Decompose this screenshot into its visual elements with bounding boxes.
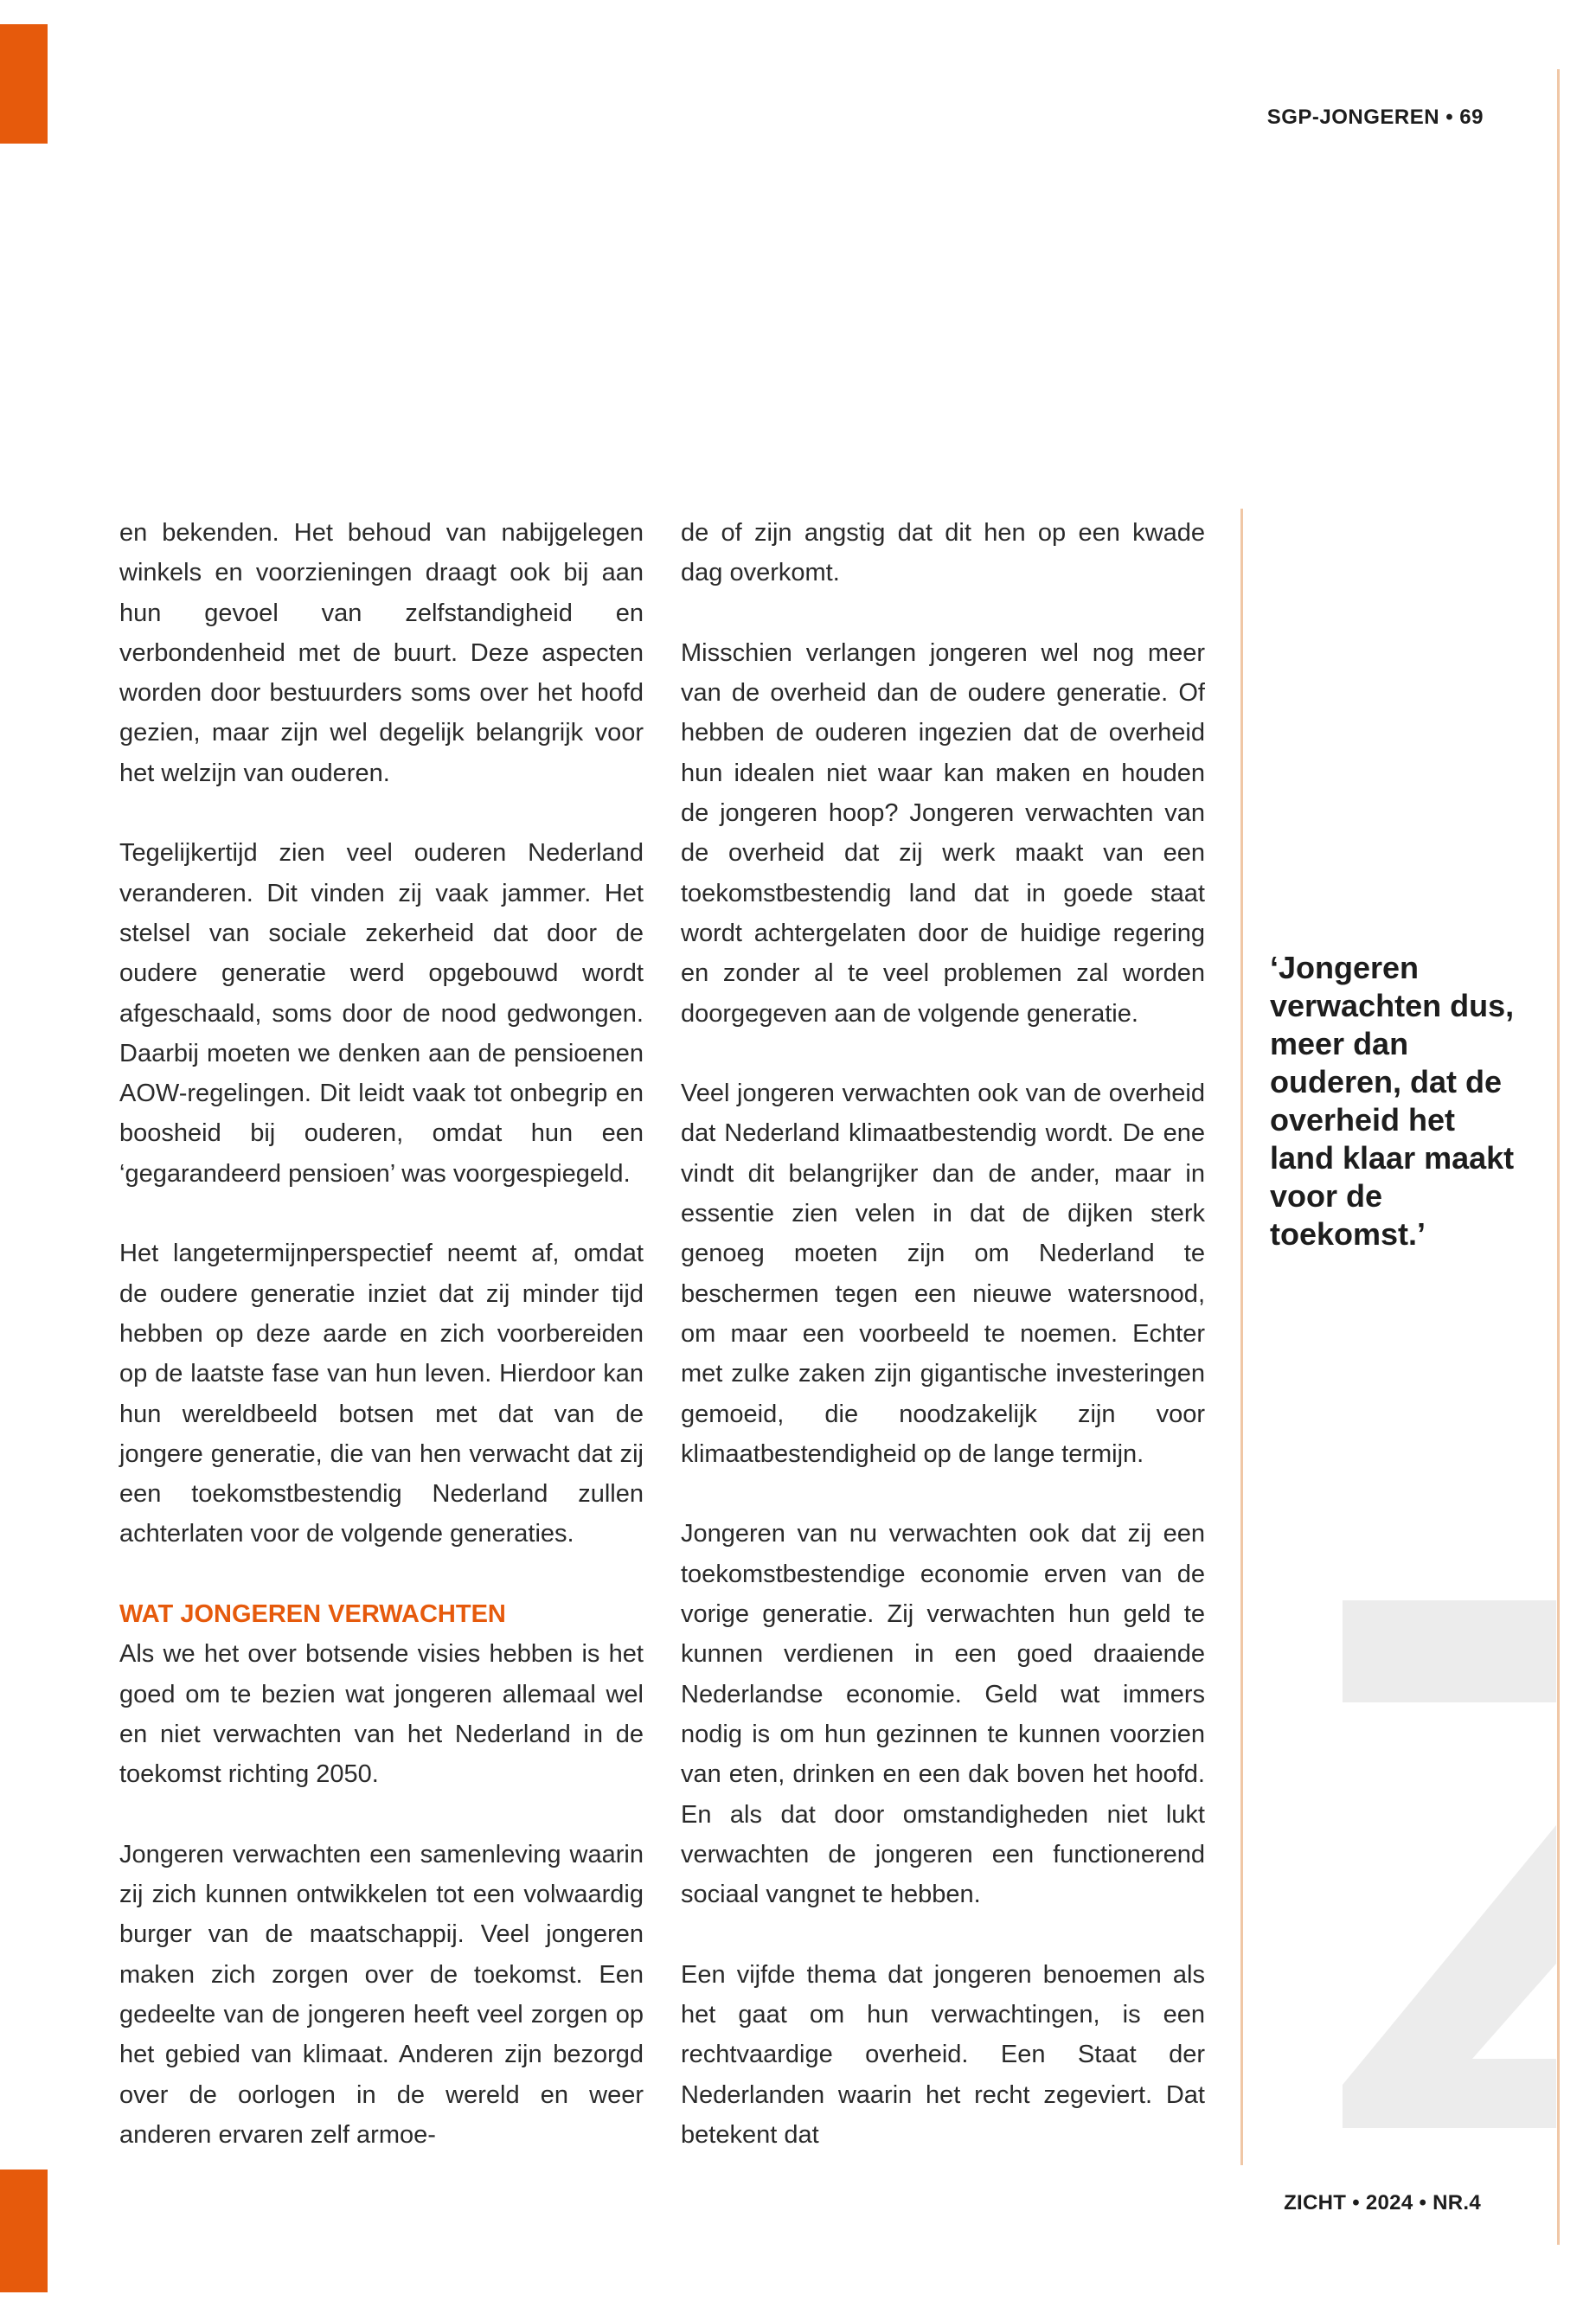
decorative-z-shape (1343, 1600, 1556, 2128)
page-footer: ZICHT • 2024 • NR.4 (1284, 2191, 1481, 2214)
paragraph: Jongeren verwachten een samenleving waarin zij zich kunnen ontwikkelen tot een volwaardig burger van de maatschappij. Veel jongeren maken zich zorgen over de toekomst. Een gedeelte van de jongeren heeft veel zorgen op het gebied van klimaat. Anderen zijn bezorgd over de oorlogen in de wereld en weer anderen ervaren zelf armoe- (119, 1840, 644, 2149)
left-text-column (119, 513, 644, 2155)
section-heading: WAT JONGEREN VERWACHTEN (119, 1600, 506, 1629)
z-shape-diagonal (1343, 1825, 1556, 2128)
paragraph: Als we het over botsende visies hebben is het goed om te bezien wat jongeren allemaal wel en niet verwachten van het Nederland in de toekomst richting 2050. (119, 1640, 644, 1789)
paragraph: de of zijn angstig dat dit hen op een kwade dag overkomt. (681, 519, 1205, 587)
pull-quote-rule (1240, 509, 1243, 2165)
paragraph: Misschien verlangen jongeren wel nog meer van de overheid dan de oudere generatie. Of hebben de ouderen ingezien dat de overheid hun idealen niet waar kan maken en houden de jongeren hoop? Jongeren verwachten van de overheid dat zij werk maakt van een toekomstbestendig land dat in goede staat wordt achtergelaten door de huidige regering en zonder al te veel problemen zal worden doorgegeven aan de volgende generatie. (681, 638, 1205, 1028)
right-text-column (681, 513, 1205, 2155)
paragraph: Het langetermijnperspectief neemt af, omdat de oudere generatie inziet dat zij minder tijd hebben op deze aarde en zich voorbereiden op de laatste fase van hun leven. Hierdoor kan hun wereldbeeld botsen met dat van de jongere generatie, die van hen verwacht dat zij een toekomstbestendig Nederland zullen achterlaten voor de volgende generaties. (119, 1240, 644, 1548)
z-shape-top-bar (1343, 1600, 1556, 1702)
page-header: SGP-JONGEREN • 69 (1266, 106, 1484, 129)
paragraph: Veel jongeren verwachten ook van de overheid dat Nederland klimaatbestendig wordt. De ene vindt dit belangrijker dan de ander, maar in essentie zien velen in dat de dijken sterk genoeg moeten zijn om Nederland te beschermen tegen een nieuwe watersnood, om maar een voorbeeld te noemen. Echter met zulke zaken zijn gigantische investeringen gemoeid, die noodzakelijk zijn voor klimaatbestendigheid op de lange termijn. (681, 1080, 1205, 1468)
paragraph: Een vijfde thema dat jongeren benoemen als het gaat om hun verwachtingen, is een rechtvaardige overheid. Een Staat der Nederlanden waarin het recht zegeviert. Dat betekent dat (681, 1960, 1205, 2149)
pull-quote: ‘Jongeren verwachten dus, meer dan ouderen, dat de overheid het land klaar maakt voor de toekomst.’ (1270, 950, 1515, 1252)
paragraph: Tegelijkertijd zien veel ouderen Nederland veranderen. Dit vinden zij vaak jammer. Het stelsel van sociale zekerheid dat door de oudere generatie werd opgebouwd wordt afgeschaald, soms door de nood gedwongen. Daarbij moeten we denken aan de pensioenen AOW-regelingen. Dit leidt vaak tot onbegrip en boosheid bij ouderen, omdat hun een ‘gegarandeerd pensioen’ was voorgespiegeld. (119, 839, 644, 1188)
orange-accent-bar-top (0, 24, 48, 144)
paragraph: en bekenden. Het behoud van nabijgelegen winkels en voorzieningen draagt ook bij aan hun gevoel van zelfstandigheid en verbondenheid met de buurt. Deze aspecten worden door bestuurders soms over het hoofd gezien, maar zijn wel degelijk belangrijk voor het welzijn van ouderen. (119, 519, 644, 787)
orange-accent-bar-bottom (0, 2170, 48, 2292)
right-edge-rule (1557, 69, 1560, 2245)
paragraph: Jongeren van nu verwachten ook dat zij een toekomstbestendige economie erven van de vorige generatie. Zij verwachten hun geld te kunnen verdienen in een goed draaiende Nederlandse economie. Geld wat immers nodig is om hun gezinnen te kunnen voorzien van eten, drinken en een dak boven het hoofd. En als dat door omstandigheden niet lukt verwachten de jongeren een functionerend sociaal vangnet te hebben. (681, 1520, 1205, 1909)
